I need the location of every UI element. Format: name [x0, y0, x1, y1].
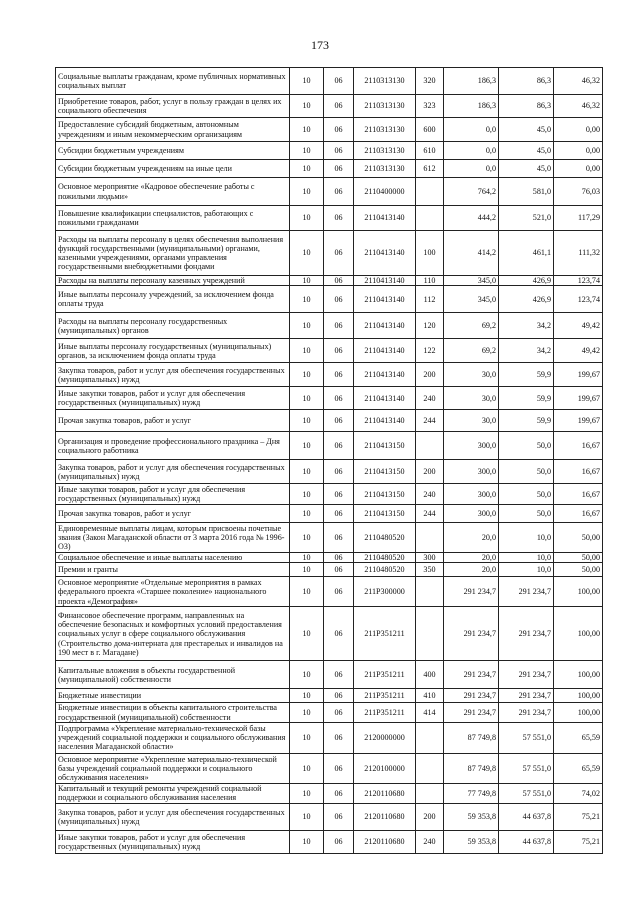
expense-name-cell: Социальные выплаты гражданам, кроме публичных нормативных социальных выплат [56, 68, 290, 95]
expense-type-cell: 100 [416, 231, 444, 276]
target-article-cell: 2110480520 [354, 563, 416, 577]
table-row [56, 830, 603, 853]
target-article-cell: 2120000000 [354, 722, 416, 753]
subsection-code-cell: 06 [324, 432, 354, 460]
table-row [56, 206, 603, 231]
target-article-cell: 2110480520 [354, 553, 416, 563]
expense-type-cell: 320 [416, 68, 444, 95]
section-code-cell: 10 [290, 410, 324, 432]
expense-name-cell: Повышение квалификации специалистов, работающих с пожилыми гражданами [56, 206, 290, 231]
table-row [56, 703, 603, 722]
expense-name-cell: Финансовое обеспечение программ, направленных на обеспечение безопасных и комфортных условий предоставления социальных услуг в сфере социального обслуживания (Строительство дома-интерната для престарелых и инвалидов на 190 мест в г. Магадане) [56, 607, 290, 661]
execution-percent-cell: 100,00 [554, 689, 603, 703]
subsection-code-cell: 06 [324, 286, 354, 313]
table-row [56, 505, 603, 523]
execution-percent-cell: 199,67 [554, 363, 603, 387]
section-code-cell: 10 [290, 689, 324, 703]
subsection-code-cell: 06 [324, 460, 354, 484]
section-code-cell: 10 [290, 160, 324, 178]
target-article-cell: 211P351211 [354, 703, 416, 722]
actual-amount-cell: 59,9 [499, 387, 554, 410]
section-code-cell: 10 [290, 661, 324, 689]
table-row [56, 313, 603, 339]
table-row [56, 118, 603, 142]
target-article-cell: 211P300000 [354, 577, 416, 607]
table-row [56, 803, 603, 830]
planned-amount-cell: 300,0 [444, 484, 499, 505]
planned-amount-cell: 764,2 [444, 178, 499, 206]
target-article-cell: 2110413140 [354, 206, 416, 231]
subsection-code-cell: 06 [324, 753, 354, 783]
section-code-cell: 10 [290, 339, 324, 363]
expense-type-cell [416, 206, 444, 231]
planned-amount-cell: 87 749,8 [444, 722, 499, 753]
planned-amount-cell: 291 234,7 [444, 607, 499, 661]
table-row [56, 276, 603, 286]
execution-percent-cell: 46,32 [554, 95, 603, 118]
planned-amount-cell: 69,2 [444, 339, 499, 363]
execution-percent-cell: 49,42 [554, 339, 603, 363]
expense-name-cell: Закупка товаров, работ и услуг для обеспечения государственных (муниципальных) нужд [56, 803, 290, 830]
target-article-cell: 2110413140 [354, 339, 416, 363]
subsection-code-cell: 06 [324, 830, 354, 853]
table-row [56, 363, 603, 387]
section-code-cell: 10 [290, 363, 324, 387]
planned-amount-cell: 30,0 [444, 363, 499, 387]
section-code-cell: 10 [290, 722, 324, 753]
expense-name-cell: Организация и проведение профессионального праздника – Дня социального работника [56, 432, 290, 460]
expense-type-cell: 244 [416, 505, 444, 523]
section-code-cell: 10 [290, 206, 324, 231]
actual-amount-cell: 57 551,0 [499, 753, 554, 783]
planned-amount-cell: 20,0 [444, 563, 499, 577]
planned-amount-cell: 0,0 [444, 142, 499, 160]
table-row [56, 339, 603, 363]
expense-type-cell: 122 [416, 339, 444, 363]
section-code-cell: 10 [290, 753, 324, 783]
subsection-code-cell: 06 [324, 231, 354, 276]
actual-amount-cell: 45,0 [499, 160, 554, 178]
table-row [56, 661, 603, 689]
target-article-cell: 2110413150 [354, 505, 416, 523]
expense-type-cell: 110 [416, 276, 444, 286]
section-code-cell: 10 [290, 387, 324, 410]
expense-name-cell: Основное мероприятие «Отдельные мероприятия в рамках федерального проекта «Старшее поколение» национального проекта «Демография» [56, 577, 290, 607]
subsection-code-cell: 06 [324, 68, 354, 95]
table-row [56, 142, 603, 160]
table-row [56, 432, 603, 460]
subsection-code-cell: 06 [324, 803, 354, 830]
target-article-cell: 2110313130 [354, 95, 416, 118]
subsection-code-cell: 06 [324, 703, 354, 722]
expense-name-cell: Единовременные выплаты лицам, которым присвоены почетные звания (Закон Магаданской области от 3 марта 2016 года № 1996-ОЗ) [56, 523, 290, 553]
expense-name-cell: Бюджетные инвестиции [56, 689, 290, 703]
target-article-cell: 2110413140 [354, 313, 416, 339]
expense-type-cell [416, 722, 444, 753]
execution-percent-cell: 0,00 [554, 118, 603, 142]
expense-type-cell [416, 783, 444, 803]
table-row [56, 689, 603, 703]
subsection-code-cell: 06 [324, 484, 354, 505]
expense-name-cell: Предоставление субсидий бюджетным, автономным учреждениям и иным некоммерческим организациям [56, 118, 290, 142]
subsection-code-cell: 06 [324, 387, 354, 410]
actual-amount-cell: 291 234,7 [499, 689, 554, 703]
section-code-cell: 10 [290, 313, 324, 339]
expense-type-cell: 300 [416, 553, 444, 563]
execution-percent-cell: 16,67 [554, 432, 603, 460]
execution-percent-cell: 0,00 [554, 160, 603, 178]
execution-percent-cell: 50,00 [554, 553, 603, 563]
table-body [56, 68, 603, 854]
expense-type-cell: 414 [416, 703, 444, 722]
subsection-code-cell: 06 [324, 553, 354, 563]
actual-amount-cell: 45,0 [499, 118, 554, 142]
execution-percent-cell: 100,00 [554, 577, 603, 607]
target-article-cell: 2110400000 [354, 178, 416, 206]
expense-name-cell: Иные закупки товаров, работ и услуг для обеспечения государственных (муниципальных) нужд [56, 387, 290, 410]
execution-percent-cell: 74,02 [554, 783, 603, 803]
section-code-cell: 10 [290, 577, 324, 607]
actual-amount-cell: 426,9 [499, 286, 554, 313]
section-code-cell: 10 [290, 231, 324, 276]
target-article-cell: 211P351211 [354, 607, 416, 661]
actual-amount-cell: 50,0 [499, 505, 554, 523]
planned-amount-cell: 345,0 [444, 286, 499, 313]
planned-amount-cell: 414,2 [444, 231, 499, 276]
planned-amount-cell: 20,0 [444, 553, 499, 563]
execution-percent-cell: 75,21 [554, 830, 603, 853]
expense-name-cell: Субсидии бюджетным учреждениям на иные цели [56, 160, 290, 178]
execution-percent-cell: 100,00 [554, 703, 603, 722]
execution-percent-cell: 117,29 [554, 206, 603, 231]
actual-amount-cell: 426,9 [499, 276, 554, 286]
section-code-cell: 10 [290, 178, 324, 206]
expense-type-cell: 410 [416, 689, 444, 703]
actual-amount-cell: 59,9 [499, 410, 554, 432]
subsection-code-cell: 06 [324, 577, 354, 607]
expense-name-cell: Основное мероприятие «Кадровое обеспечение работы с пожилыми людьми» [56, 178, 290, 206]
table-row [56, 178, 603, 206]
execution-percent-cell: 16,67 [554, 505, 603, 523]
execution-percent-cell: 75,21 [554, 803, 603, 830]
expense-type-cell [416, 432, 444, 460]
table-row [56, 607, 603, 661]
table-row [56, 286, 603, 313]
section-code-cell: 10 [290, 142, 324, 160]
actual-amount-cell: 521,0 [499, 206, 554, 231]
execution-percent-cell: 16,67 [554, 460, 603, 484]
actual-amount-cell: 10,0 [499, 523, 554, 553]
section-code-cell: 10 [290, 783, 324, 803]
table-row [56, 523, 603, 553]
planned-amount-cell: 77 749,8 [444, 783, 499, 803]
planned-amount-cell: 186,3 [444, 95, 499, 118]
section-code-cell: 10 [290, 703, 324, 722]
target-article-cell: 2110413140 [354, 363, 416, 387]
table-row [56, 68, 603, 95]
expense-type-cell: 240 [416, 387, 444, 410]
actual-amount-cell: 291 234,7 [499, 577, 554, 607]
planned-amount-cell: 30,0 [444, 387, 499, 410]
expense-name-cell: Бюджетные инвестиции в объекты капитального строительства государственной (муниципальной) собственности [56, 703, 290, 722]
section-code-cell: 10 [290, 607, 324, 661]
actual-amount-cell: 50,0 [499, 460, 554, 484]
expense-type-cell [416, 577, 444, 607]
planned-amount-cell: 0,0 [444, 118, 499, 142]
subsection-code-cell: 06 [324, 206, 354, 231]
planned-amount-cell: 59 353,8 [444, 830, 499, 853]
target-article-cell: 211P351211 [354, 689, 416, 703]
actual-amount-cell: 291 234,7 [499, 703, 554, 722]
table-row [56, 484, 603, 505]
expense-type-cell: 600 [416, 118, 444, 142]
planned-amount-cell: 30,0 [444, 410, 499, 432]
expense-name-cell: Расходы на выплаты персоналу в целях обеспечения выполнения функций государственными (муниципальными) органами, казенными учреждениями, органами управления государственными внебюджетными фондами [56, 231, 290, 276]
subsection-code-cell: 06 [324, 505, 354, 523]
target-article-cell: 2110480520 [354, 523, 416, 553]
expense-name-cell: Иные закупки товаров, работ и услуг для обеспечения государственных (муниципальных) нужд [56, 830, 290, 853]
planned-amount-cell: 186,3 [444, 68, 499, 95]
expense-name-cell: Иные выплаты персоналу учреждений, за исключением фонда оплаты труда [56, 286, 290, 313]
table-row [56, 783, 603, 803]
expense-name-cell: Иные выплаты персоналу государственных (муниципальных) органов, за исключением фонда оплаты труда [56, 339, 290, 363]
execution-percent-cell: 123,74 [554, 286, 603, 313]
section-code-cell: 10 [290, 286, 324, 313]
planned-amount-cell: 87 749,8 [444, 753, 499, 783]
target-article-cell: 2110413140 [354, 231, 416, 276]
execution-percent-cell: 49,42 [554, 313, 603, 339]
execution-percent-cell: 50,00 [554, 523, 603, 553]
execution-percent-cell: 199,67 [554, 410, 603, 432]
expense-name-cell: Премии и гранты [56, 563, 290, 577]
planned-amount-cell: 345,0 [444, 276, 499, 286]
subsection-code-cell: 06 [324, 95, 354, 118]
section-code-cell: 10 [290, 803, 324, 830]
planned-amount-cell: 0,0 [444, 160, 499, 178]
target-article-cell: 2110313130 [354, 118, 416, 142]
section-code-cell: 10 [290, 523, 324, 553]
expense-name-cell: Расходы на выплаты персоналу государственных (муниципальных) органов [56, 313, 290, 339]
target-article-cell: 2110413140 [354, 276, 416, 286]
expense-name-cell: Социальное обеспечение и иные выплаты населению [56, 553, 290, 563]
table-row [56, 160, 603, 178]
table-row [56, 410, 603, 432]
actual-amount-cell: 50,0 [499, 432, 554, 460]
expense-type-cell: 323 [416, 95, 444, 118]
execution-percent-cell: 46,32 [554, 68, 603, 95]
expense-type-cell: 400 [416, 661, 444, 689]
subsection-code-cell: 06 [324, 160, 354, 178]
planned-amount-cell: 69,2 [444, 313, 499, 339]
actual-amount-cell: 59,9 [499, 363, 554, 387]
section-code-cell: 10 [290, 484, 324, 505]
expense-name-cell: Капитальные вложения в объекты государственной (муниципальной) собственности [56, 661, 290, 689]
section-code-cell: 10 [290, 553, 324, 563]
target-article-cell: 2110313130 [354, 160, 416, 178]
actual-amount-cell: 50,0 [499, 484, 554, 505]
target-article-cell: 2110313130 [354, 142, 416, 160]
expense-type-cell: 350 [416, 563, 444, 577]
section-code-cell: 10 [290, 68, 324, 95]
target-article-cell: 211P351211 [354, 661, 416, 689]
expense-name-cell: Закупка товаров, работ и услуг для обеспечения государственных (муниципальных) нужд [56, 363, 290, 387]
table-row [56, 460, 603, 484]
expense-type-cell [416, 607, 444, 661]
expense-name-cell: Субсидии бюджетным учреждениям [56, 142, 290, 160]
actual-amount-cell: 10,0 [499, 563, 554, 577]
subsection-code-cell: 06 [324, 339, 354, 363]
planned-amount-cell: 291 234,7 [444, 661, 499, 689]
expense-name-cell: Подпрограмма «Укрепление материально-технической базы учреждений социальной поддержки и социального обслуживания населения Магаданской области» [56, 722, 290, 753]
subsection-code-cell: 06 [324, 722, 354, 753]
expense-name-cell: Прочая закупка товаров, работ и услуг [56, 505, 290, 523]
section-code-cell: 10 [290, 95, 324, 118]
subsection-code-cell: 06 [324, 523, 354, 553]
actual-amount-cell: 45,0 [499, 142, 554, 160]
target-article-cell: 2110413150 [354, 484, 416, 505]
expense-type-cell: 240 [416, 830, 444, 853]
planned-amount-cell: 291 234,7 [444, 703, 499, 722]
subsection-code-cell: 06 [324, 689, 354, 703]
subsection-code-cell: 06 [324, 563, 354, 577]
expense-name-cell: Прочая закупка товаров, работ и услуг [56, 410, 290, 432]
expense-type-cell: 244 [416, 410, 444, 432]
actual-amount-cell: 57 551,0 [499, 722, 554, 753]
expense-name-cell: Приобретение товаров, работ, услуг в пользу граждан в целях их социального обеспечения [56, 95, 290, 118]
execution-percent-cell: 111,32 [554, 231, 603, 276]
expense-type-cell: 200 [416, 363, 444, 387]
target-article-cell: 2110413140 [354, 410, 416, 432]
section-code-cell: 10 [290, 830, 324, 853]
subsection-code-cell: 06 [324, 178, 354, 206]
execution-percent-cell: 65,59 [554, 722, 603, 753]
planned-amount-cell: 291 234,7 [444, 689, 499, 703]
expense-name-cell: Капитальный и текущий ремонты учреждений социальной поддержки и социального обслуживания населения [56, 783, 290, 803]
table-row [56, 231, 603, 276]
target-article-cell: 2120110680 [354, 803, 416, 830]
target-article-cell: 2120110680 [354, 830, 416, 853]
subsection-code-cell: 06 [324, 363, 354, 387]
planned-amount-cell: 291 234,7 [444, 577, 499, 607]
section-code-cell: 10 [290, 505, 324, 523]
planned-amount-cell: 444,2 [444, 206, 499, 231]
actual-amount-cell: 34,2 [499, 313, 554, 339]
expense-type-cell: 120 [416, 313, 444, 339]
expense-type-cell: 612 [416, 160, 444, 178]
actual-amount-cell: 86,3 [499, 68, 554, 95]
budget-table [55, 67, 603, 854]
expense-type-cell: 200 [416, 803, 444, 830]
table-row [56, 753, 603, 783]
execution-percent-cell: 65,59 [554, 753, 603, 783]
expense-type-cell [416, 178, 444, 206]
execution-percent-cell: 100,00 [554, 607, 603, 661]
execution-percent-cell: 16,67 [554, 484, 603, 505]
planned-amount-cell: 300,0 [444, 460, 499, 484]
planned-amount-cell: 300,0 [444, 505, 499, 523]
planned-amount-cell: 300,0 [444, 432, 499, 460]
subsection-code-cell: 06 [324, 607, 354, 661]
section-code-cell: 10 [290, 432, 324, 460]
actual-amount-cell: 10,0 [499, 553, 554, 563]
subsection-code-cell: 06 [324, 276, 354, 286]
subsection-code-cell: 06 [324, 783, 354, 803]
table-row [56, 563, 603, 577]
expense-type-cell: 112 [416, 286, 444, 313]
execution-percent-cell: 100,00 [554, 661, 603, 689]
expense-name-cell: Основное мероприятие «Укрепление материально-технической базы учреждений социальной поддержки и социального обслуживания населения» [56, 753, 290, 783]
expense-type-cell [416, 753, 444, 783]
expense-type-cell: 240 [416, 484, 444, 505]
expense-name-cell: Расходы на выплаты персоналу казенных учреждений [56, 276, 290, 286]
target-article-cell: 2120110680 [354, 783, 416, 803]
subsection-code-cell: 06 [324, 142, 354, 160]
actual-amount-cell: 57 551,0 [499, 783, 554, 803]
table-row [56, 553, 603, 563]
target-article-cell: 2120100000 [354, 753, 416, 783]
subsection-code-cell: 06 [324, 410, 354, 432]
planned-amount-cell: 20,0 [444, 523, 499, 553]
expense-type-cell: 200 [416, 460, 444, 484]
table-row [56, 95, 603, 118]
actual-amount-cell: 461,1 [499, 231, 554, 276]
subsection-code-cell: 06 [324, 313, 354, 339]
execution-percent-cell: 0,00 [554, 142, 603, 160]
actual-amount-cell: 44 637,8 [499, 803, 554, 830]
target-article-cell: 2110413150 [354, 460, 416, 484]
execution-percent-cell: 123,74 [554, 276, 603, 286]
expense-name-cell: Иные закупки товаров, работ и услуг для обеспечения государственных (муниципальных) нужд [56, 484, 290, 505]
actual-amount-cell: 291 234,7 [499, 607, 554, 661]
expense-type-cell: 610 [416, 142, 444, 160]
page-number: 173 [311, 38, 329, 52]
subsection-code-cell: 06 [324, 118, 354, 142]
planned-amount-cell: 59 353,8 [444, 803, 499, 830]
expense-type-cell [416, 523, 444, 553]
actual-amount-cell: 34,2 [499, 339, 554, 363]
section-code-cell: 10 [290, 460, 324, 484]
section-code-cell: 10 [290, 563, 324, 577]
target-article-cell: 2110413140 [354, 286, 416, 313]
subsection-code-cell: 06 [324, 661, 354, 689]
execution-percent-cell: 76,03 [554, 178, 603, 206]
target-article-cell: 2110313130 [354, 68, 416, 95]
target-article-cell: 2110413150 [354, 432, 416, 460]
expense-name-cell: Закупка товаров, работ и услуг для обеспечения государственных (муниципальных) нужд [56, 460, 290, 484]
table-row [56, 722, 603, 753]
actual-amount-cell: 581,0 [499, 178, 554, 206]
actual-amount-cell: 291 234,7 [499, 661, 554, 689]
execution-percent-cell: 50,00 [554, 563, 603, 577]
section-code-cell: 10 [290, 118, 324, 142]
table-row [56, 577, 603, 607]
section-code-cell: 10 [290, 276, 324, 286]
execution-percent-cell: 199,67 [554, 387, 603, 410]
target-article-cell: 2110413140 [354, 387, 416, 410]
actual-amount-cell: 86,3 [499, 95, 554, 118]
table-row [56, 387, 603, 410]
actual-amount-cell: 44 637,8 [499, 830, 554, 853]
